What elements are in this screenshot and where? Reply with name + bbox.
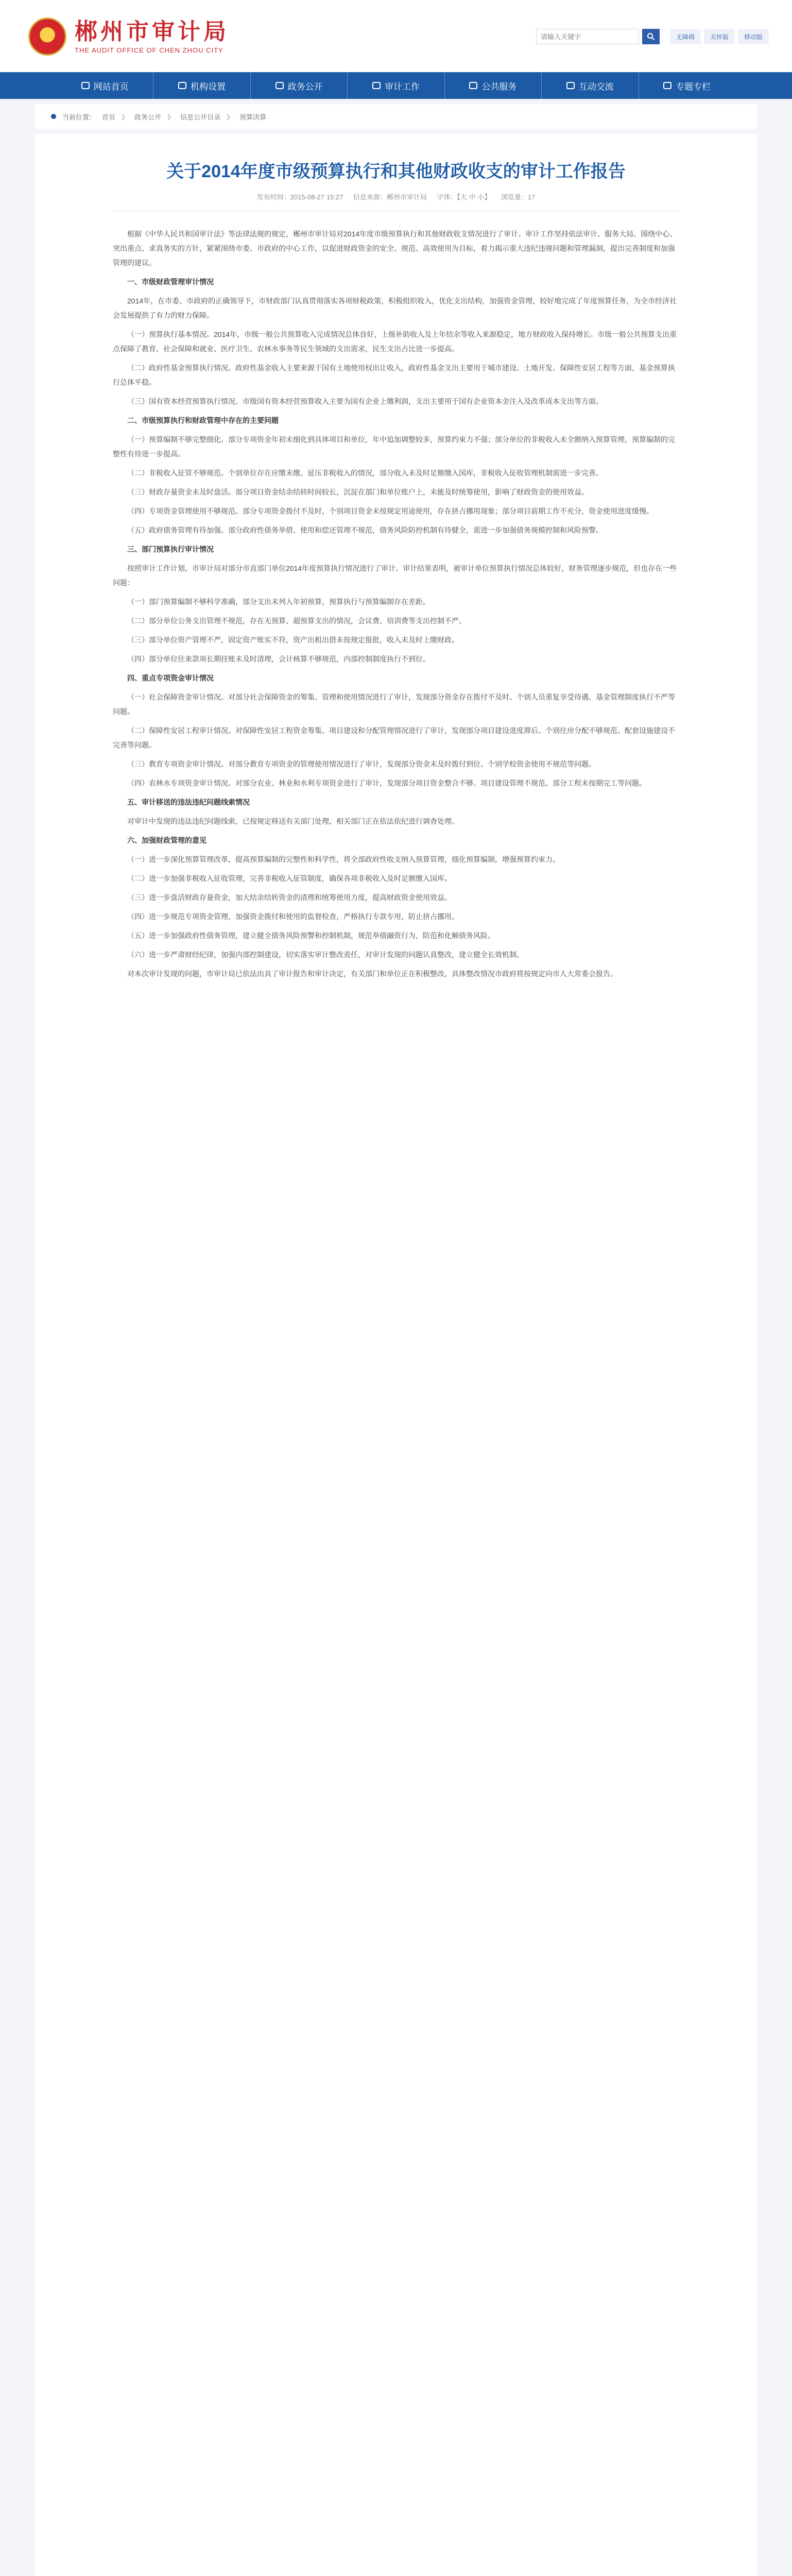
article-paragraph: （三）财政存量资金未及时盘活。部分项目资金结余结转时间较长，沉淀在部门和单位账户上，未能及时统筹使用，影响了财政资金的使用效益。 (127, 488, 589, 496)
font-size-switcher[interactable]: 字体：【大 中 小】 (437, 193, 491, 201)
home-icon (81, 82, 90, 89)
nav-label: 网站首页 (93, 81, 129, 92)
article-meta (113, 192, 679, 211)
article-paragraph: （二）进一步加强非税收入征收管理，完善非税收入征管制度，确保各项非税收入及时足额缴入国库。 (127, 874, 452, 883)
article-paragraph: 按照审计工作计划，市审计局对部分市直部门单位2014年度预算执行情况进行了审计。审计结果表明，被审计单位预算执行情况总体较好，财务管理逐步规范，但也存在一些问题： (113, 564, 677, 587)
breadcrumb-separator: 》 (167, 113, 175, 121)
article-paragraph: （四）进一步规范专项资金管理，加强资金拨付和使用的监督检查，严格执行专款专用，防止挤占挪用。 (127, 912, 459, 921)
article-paragraph: 根据《中华人民共和国审计法》等法律法规的规定，郴州市审计局对2014年度市级预算执行和其他财政收支情况进行了审计。审计工作坚持依法审计、服务大局、围绕中心、突出重点、求真务实的方针，紧紧围绕市委、市政府的中心工作，以促进财政资金的安全、规范、高效使用为目标，着力揭示重大违纪违规问题和管理漏洞，提出完善制度和加强管理的建议。 (113, 230, 677, 267)
breadcrumb-separator: 》 (227, 113, 234, 121)
elderly-mode-link[interactable]: 关怀版 (704, 29, 735, 44)
article-paragraph: （四）农林水专项资金审计情况。对部分农业、林业和水利专项资金进行了审计，发现部分项目资金整合不够、项目建设管理不规范、部分工程未按期完工等问题。 (127, 779, 646, 787)
nav-label: 审计工作 (384, 81, 420, 92)
audit-icon (372, 82, 381, 89)
header-tools (536, 29, 769, 44)
breadcrumb-home[interactable]: 首页 (102, 113, 116, 121)
article-paragraph: （一）社会保障资金审计情况。对部分社会保障资金的筹集、管理和使用情况进行了审计，发现部分资金存在拨付不及时、个别人员重复享受待遇、基金管理制度执行不严等问题。 (113, 693, 675, 716)
article-panel (36, 134, 756, 2576)
article-paragraph: （一）进一步深化预算管理改革，提高预算编制的完整性和科学性，将全部政府性收支纳入预算管理，细化预算编制，增强预算约束力。 (127, 855, 560, 863)
article-paragraph: （五）政府债务管理有待加强。部分政府性债务举借、使用和偿还管理不规范，债务风险防控机制有待健全，需进一步加强债务规模控制和风险预警。 (127, 526, 603, 534)
article-paragraph: （二）非税收入征管不够规范。个别单位存在应缴未缴、延压非税收入的情况，部分收入未及时足额缴入国库，非税收入征收管理机制需进一步完善。 (127, 469, 603, 477)
article-paragraph: （三）教育专项资金审计情况。对部分教育专项资金的管理使用情况进行了审计，发现部分资金未及时拨付到位、个别学校资金使用不规范等问题。 (127, 760, 596, 768)
info-source: 信息来源：郴州市审计局 (353, 193, 427, 201)
breadcrumb-budget[interactable]: 预算决算 (239, 113, 267, 121)
breadcrumb-government-affairs[interactable]: 政务公开 (134, 113, 162, 121)
nav-label: 政务公开 (287, 81, 323, 92)
article-paragraph: （二）保障性安居工程审计情况。对保障性安居工程资金筹集、项目建设和分配管理情况进行了审计，发现部分项目建设进度滞后、个别住房分配不够规范、配套设施建设不完善等问题。 (113, 726, 675, 749)
article-paragraph: （二）政府性基金预算执行情况。政府性基金收入主要来源于国有土地使用权出让收入，政府性基金支出主要用于城市建设、土地开发、保障性安居工程等方面，基金预算执行总体平稳。 (113, 364, 675, 386)
topic-icon (663, 82, 672, 89)
accessibility-link[interactable]: 无障碍 (670, 29, 701, 44)
article-paragraph: （三）进一步盘活财政存量资金，加大结余结转资金的清理和统筹使用力度，提高财政资金使用效益。 (127, 893, 452, 902)
article-paragraph: （五）进一步加强政府性债务管理，建立健全债务风险预警和控制机制，规范举债融资行为，防范和化解债务风险。 (127, 931, 495, 940)
site-subtitle: THE AUDIT OFFICE OF CHEN ZHOU CITY (75, 46, 223, 54)
search-input[interactable] (536, 29, 639, 44)
article-body (113, 227, 679, 2576)
nav-special-topics[interactable] (639, 72, 735, 99)
article-paragraph: （三）部分单位资产管理不严，固定资产账实不符，资产出租出借未按规定报批，收入未及时上缴财政。 (127, 636, 459, 644)
mobile-version-link[interactable]: 移动版 (738, 29, 769, 44)
article-title: 关于2014年度市级预算执行和其他财政收支的审计工作报告 (166, 162, 626, 181)
location-icon (51, 114, 56, 119)
article-paragraph: （一）预算编制不够完整细化。部分专项资金年初未细化到具体项目和单位，年中追加调整较多，预算约束力不强；部分单位的非税收入未全额纳入预算管理，预算编制的完整性有待进一步提高。 (113, 435, 675, 458)
nav-public-service[interactable] (445, 72, 542, 99)
nav-label: 机构设置 (191, 81, 226, 92)
nav-label: 专题专栏 (676, 81, 711, 92)
chat-icon (566, 82, 575, 89)
article-paragraph: 对本次审计发现的问题，市审计局已依法出具了审计报告和审计决定，有关部门和单位正在积极整改，具体整改情况市政府将按规定向市人大常委会报告。 (127, 970, 617, 978)
site-logo[interactable] (28, 18, 229, 56)
national-emblem-icon (28, 18, 66, 56)
nav-organization[interactable] (153, 72, 250, 99)
article-paragraph: 2014年，在市委、市政府的正确领导下，市财政部门认真贯彻落实各项财税政策，积极组织收入，优化支出结构，加强资金管理，较好地完成了年度预算任务，为全市经济社会发展提供了有力的财力保障。 (113, 297, 677, 319)
nav-government-affairs[interactable] (251, 72, 348, 99)
article-paragraph: （二）部分单位公务支出管理不规范，存在无预算、超预算支出的情况，会议费、培训费等支出控制不严。 (127, 617, 466, 625)
article-paragraph: （六）进一步严肃财经纪律，加强内部控制建设，切实落实审计整改责任，对审计发现的问题认真整改，建立健全长效机制。 (127, 951, 524, 959)
article-paragraph: （四）专项资金管理使用不够规范。部分专项资金拨付不及时，个别项目资金未按规定用途使用，存在挤占挪用现象；部分项目前期工作不充分，资金使用进度缓慢。 (127, 507, 653, 515)
site-header (0, 0, 792, 72)
article-paragraph: 一、市级财政管理审计情况 (127, 278, 214, 286)
article-paragraph: 六、加强财政管理的意见 (127, 836, 206, 844)
article-paragraph: （四）部分单位往来款项长期挂账未及时清理，会计核算不够规范，内部控制制度执行不到位。 (127, 655, 430, 663)
document-icon (276, 82, 284, 89)
article-paragraph: 三、部门预算执行审计情况 (127, 545, 214, 553)
search-icon (647, 32, 655, 41)
nav-label: 公共服务 (481, 81, 517, 92)
service-icon (469, 82, 477, 89)
article-paragraph: 对审计中发现的违法违纪问题线索，已按规定移送有关部门处理，相关部门正在依法依纪进行调查处理。 (127, 817, 459, 825)
article-paragraph: 五、审计移送的违法违纪问题线索情况 (127, 798, 250, 806)
org-icon (178, 82, 186, 89)
breadcrumb (36, 104, 756, 129)
breadcrumb-separator: 》 (122, 113, 129, 121)
publish-date: 发布时间：2015-08-27 15:27 (256, 193, 343, 201)
main-nav (0, 72, 792, 99)
nav-label: 互动交流 (578, 81, 614, 92)
site-title: 郴州市审计局 (75, 19, 229, 44)
search-button[interactable] (642, 29, 660, 44)
article-paragraph: 四、重点专项资金审计情况 (127, 674, 214, 682)
article-paragraph: 二、市级预算执行和财政管理中存在的主要问题 (127, 416, 279, 425)
nav-home[interactable] (57, 72, 153, 99)
article-paragraph: （一）预算执行基本情况。2014年，市级一般公共预算收入完成情况总体良好，上级补助收入及上年结余等收入来源稳定，地方财政收入保持增长。市级一般公共预算支出重点保障了教育、社会保障和就业、医疗卫生、农林水事务等民生领域的支出需求，民生支出占比进一步提高。 (113, 330, 677, 353)
breadcrumb-label: 当前位置： (62, 113, 96, 121)
view-count: 浏览量：17 (501, 193, 536, 201)
nav-audit-work[interactable] (348, 72, 444, 99)
article-paragraph: （三）国有资本经营预算执行情况。市级国有资本经营预算收入主要为国有企业上缴利润，支出主要用于国有企业资本金注入及改革成本支出等方面。 (127, 397, 603, 405)
nav-interaction[interactable] (542, 72, 639, 99)
brand-block (75, 20, 229, 54)
header-quick-links (667, 29, 769, 44)
article-paragraph: （一）部门预算编制不够科学准确，部分支出未列入年初预算，预算执行与预算编制存在差距。 (127, 598, 430, 606)
breadcrumb-catalog[interactable]: 信息公开目录 (180, 113, 221, 121)
